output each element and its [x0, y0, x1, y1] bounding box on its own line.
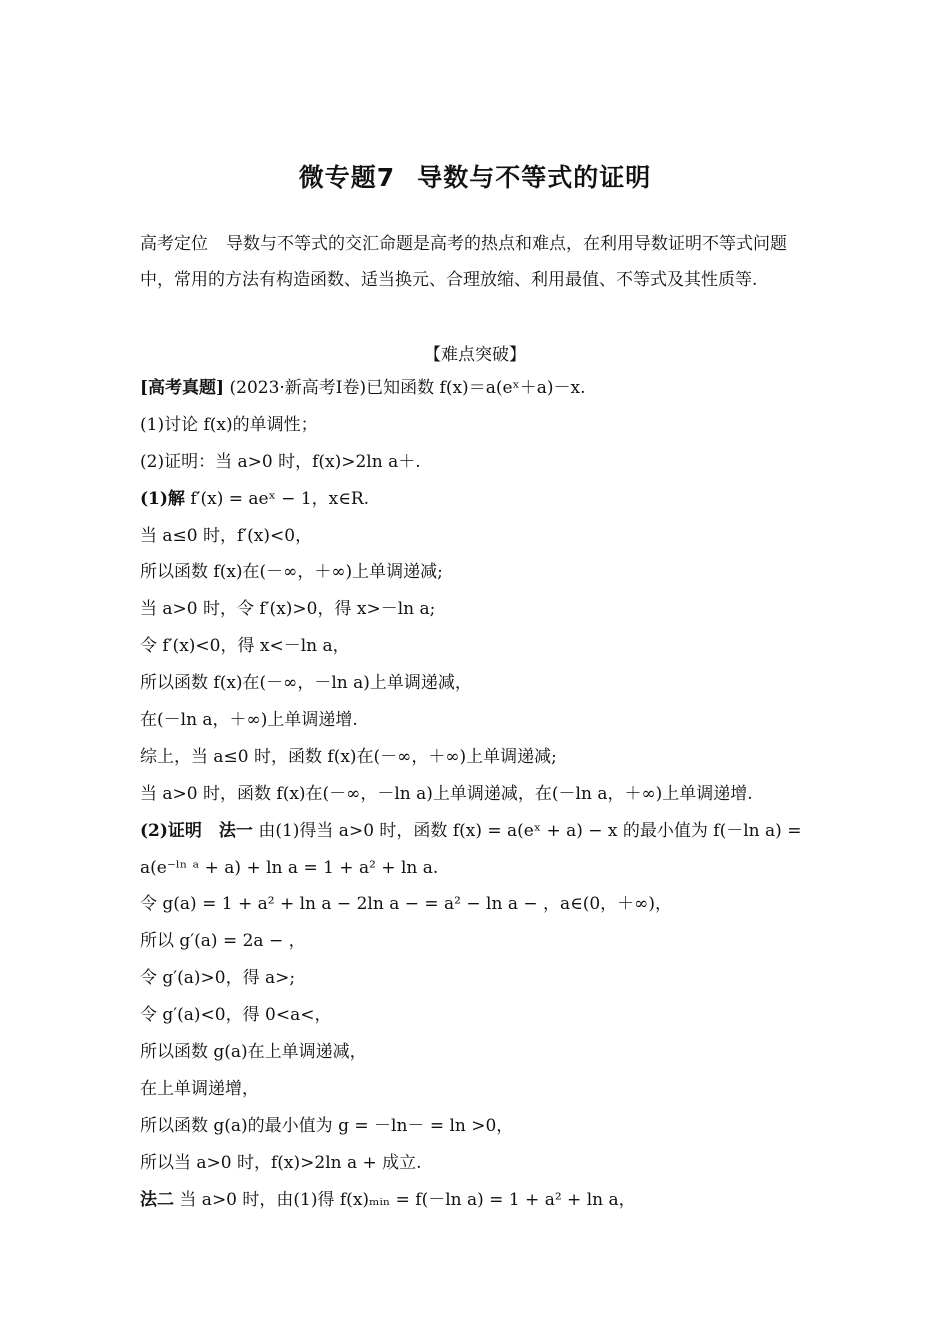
intro-lead: 高考定位: [140, 234, 208, 254]
text-line: [140, 850, 820, 887]
line-text: 在(－ln a，＋∞)上单调递增.: [140, 710, 358, 731]
text-line: [140, 1071, 820, 1108]
text-line: [140, 370, 820, 407]
line-text: 所以当 a>0 时，f(x)>2ln a + 成立.: [140, 1152, 422, 1173]
text-line: [140, 1034, 820, 1071]
intro-paragraph: [140, 226, 812, 298]
text-line: [140, 923, 820, 960]
text-line: [140, 960, 820, 997]
text-line: [140, 1182, 820, 1219]
text-line: [140, 702, 820, 739]
line-tag: 法二: [140, 1189, 174, 1210]
text-line: [140, 628, 820, 665]
section-heading: 【难点突破】: [424, 345, 526, 365]
title-part1: 微专题7: [298, 163, 396, 192]
text-line: [140, 776, 820, 813]
line-text: 当 a>0 时，函数 f(x)在(－∞，－ln a)上单调递减，在(－ln a，＋∞)上单调递增.: [140, 783, 753, 804]
text-line: [140, 554, 820, 591]
line-tag: [高考真题]: [140, 378, 225, 398]
text-line: [140, 444, 820, 481]
line-text: 所以函数 f(x)在(－∞，＋∞)上单调递减;: [140, 562, 443, 583]
text-line: [140, 739, 820, 776]
text-line: [140, 886, 820, 923]
line-text: 令 g(a) = 1 + a² + ln a − 2ln a − = a² − ln a − ，a∈(0，＋∞)，: [140, 894, 672, 915]
line-text: 由(1)得当 a>0 时，函数 f(x) = a(eˣ + a) − x 的最小值为 f(－ln a) =: [252, 820, 802, 841]
text-line: [140, 813, 820, 850]
line-text: 当 a≤0 时，f′(x)<0，: [140, 525, 313, 546]
intro-text: 导数与不等式的交汇命题是高考的热点和难点，在利用导数证明不等式问题中，常用的方法有构造函数、适当换元、合理放缩、利用最值、不等式及其性质等.: [140, 234, 787, 290]
text-line: [140, 407, 820, 444]
line-text: 当 a>0 时，令 f′(x)>0，得 x>－ln a;: [140, 599, 436, 620]
line-text: (2023·新高考Ⅰ卷)已知函数 f(x)＝a(eˣ＋a)－x.: [224, 378, 586, 398]
line-text: 令 g′(a)>0，得 a>;: [140, 968, 296, 989]
line-text: a(e⁻ˡⁿ ᵃ + a) + ln a = 1 + a² + ln a.: [140, 857, 439, 878]
line-text: 所以 g′(a) = 2a − ，: [140, 931, 306, 952]
line-tag: (2)证明 法一: [140, 820, 253, 841]
line-text: (2)证明：当 a>0 时，f(x)>2ln a＋.: [140, 451, 421, 472]
text-line: [140, 481, 820, 518]
text-line: [140, 518, 820, 555]
line-tag: (1)解: [140, 488, 185, 509]
line-text: 令 g′(a)<0，得 0<a<，: [140, 1005, 332, 1026]
text-line: [140, 997, 820, 1034]
line-text: f′(x) = aeˣ − 1，x∈R.: [184, 488, 370, 509]
text-line: [140, 665, 820, 702]
text-line: [140, 591, 820, 628]
line-text: 所以函数 g(a)的最小值为 g = －ln－ = ln >0，: [140, 1115, 514, 1136]
line-text: 综上，当 a≤0 时，函数 f(x)在(－∞，＋∞)上单调递减;: [140, 746, 557, 767]
line-text: 在上单调递增，: [140, 1078, 259, 1099]
line-text: 所以函数 g(a)在上单调递减，: [140, 1042, 367, 1063]
page-title: [0, 158, 950, 194]
text-line: [140, 1108, 820, 1145]
line-text: 令 f′(x)<0，得 x<－ln a，: [140, 636, 350, 657]
solution-body: [140, 370, 820, 1218]
text-line: [140, 1145, 820, 1182]
line-text: 所以函数 f(x)在(－∞，－ln a)上单调递减，: [140, 673, 472, 694]
line-text: 当 a>0 时，由(1)得 f(x)ₘᵢₙ = f(－ln a) = 1 + a² + ln a，: [174, 1189, 636, 1210]
title-part2: 导数与不等式的证明: [417, 163, 652, 192]
line-text: (1)讨论 f(x)的单调性；: [140, 414, 318, 435]
